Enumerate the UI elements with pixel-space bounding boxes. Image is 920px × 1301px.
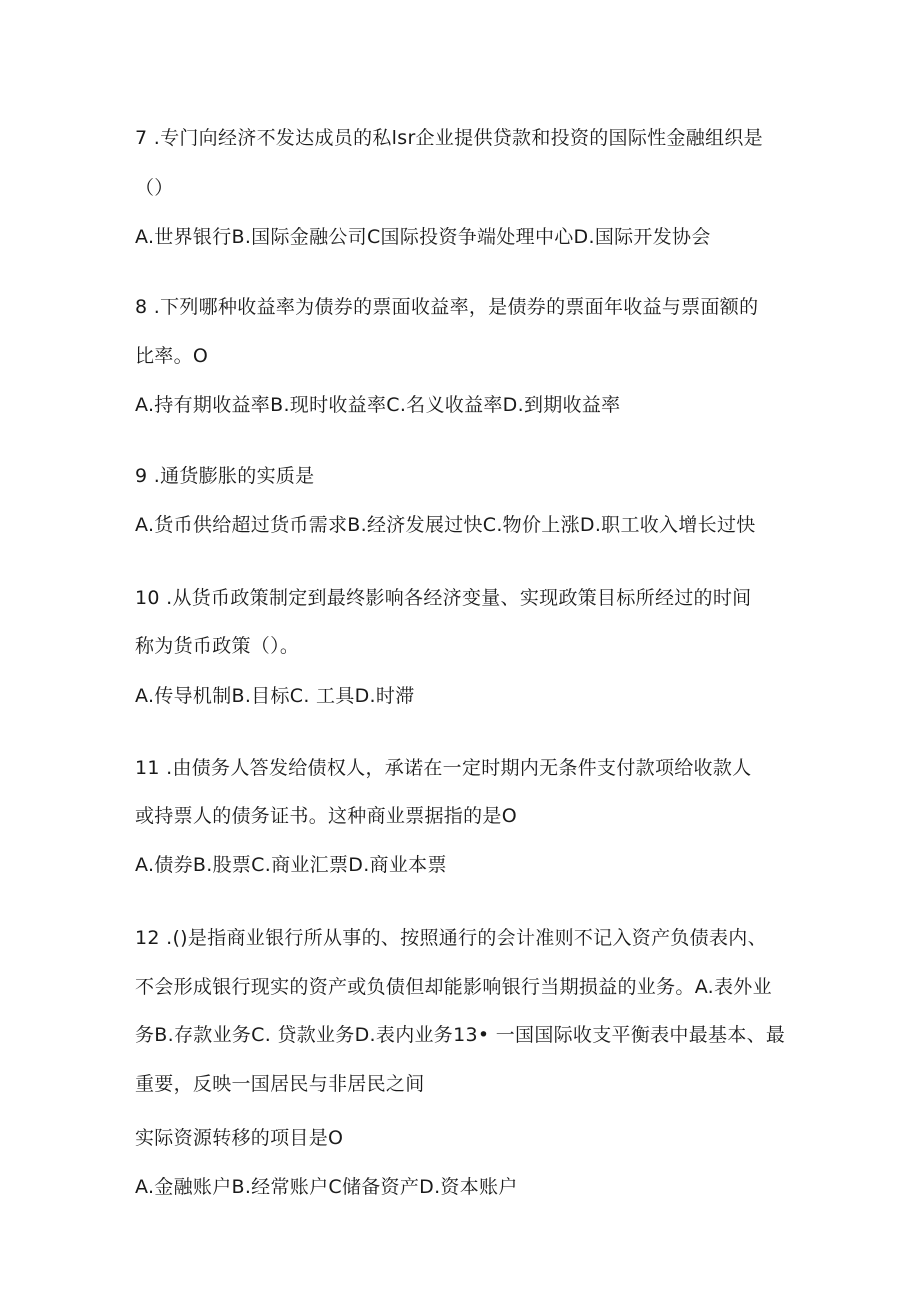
question-11-stem-line-1: 11 .由债务人答发给债权人，承诺在一定时期内无条件支付款项给收款人 — [135, 757, 752, 779]
question-10-stem-line-2: 称为货币政策（）。 — [135, 635, 300, 657]
question-10-stem-line-1: 10 .从货币政策制定到最终影响各经济变量、实现政策目标所经过的时间 — [135, 587, 752, 609]
question-9-options: A.货币供给超过货币需求B.经济发展过快C.物价上涨D.职工收入增长过快 — [135, 514, 756, 536]
question-7-stem-line-2: （） — [135, 177, 174, 199]
question-8-stem-line-1: 8 .下列哪种收益率为债券的票面收益率，是债券的票面年收益与票面额的 — [135, 296, 759, 318]
question-8-options: A.持有期收益率B.现时收益率C.名义收益率D.到期收益率 — [135, 394, 621, 416]
question-12-stem-line-3: 务B.存款业务C. 贷款业务D.表内业务13• 一国国际收支平衡表中最基本、最 — [135, 1024, 786, 1046]
question-13-options: A.金融账户B.经常账户C储备资产D.资本账户 — [135, 1176, 518, 1198]
question-7-stem-line-1: 7 .专门向经济不发达成员的私lsr企业提供贷款和投资的国际性金融组织是 — [135, 127, 763, 149]
question-13-stem-line: 实际资源转移的项目是O — [135, 1127, 344, 1149]
question-11-stem-line-2: 或持票人的债务证书。这种商业票据指的是O — [135, 805, 517, 827]
question-9-stem-line-1: 9 .通货膨胀的实质是 — [135, 465, 315, 487]
question-12-stem-line-2: 不会形成银行现实的资产或负债但却能影响银行当期损益的业务。A.表外业 — [135, 976, 772, 998]
question-12-stem-line-4: 重要，反映一国居民与非居民之间 — [135, 1073, 425, 1095]
question-10-options: A.传导机制B.目标C. 工具D.时滞 — [135, 685, 415, 707]
question-8-stem-line-2: 比率。O — [135, 345, 209, 367]
question-12-stem-line-1: 12 .()是指商业银行所从事的、按照通行的会计准则不记入资产负债表内、 — [135, 927, 767, 949]
question-7-options: A.世界银行B.国际金融公司C国际投资争端处理中心D.国际开发协会 — [135, 226, 711, 248]
question-11-options: A.债券B.股票C.商业汇票D.商业本票 — [135, 854, 447, 876]
